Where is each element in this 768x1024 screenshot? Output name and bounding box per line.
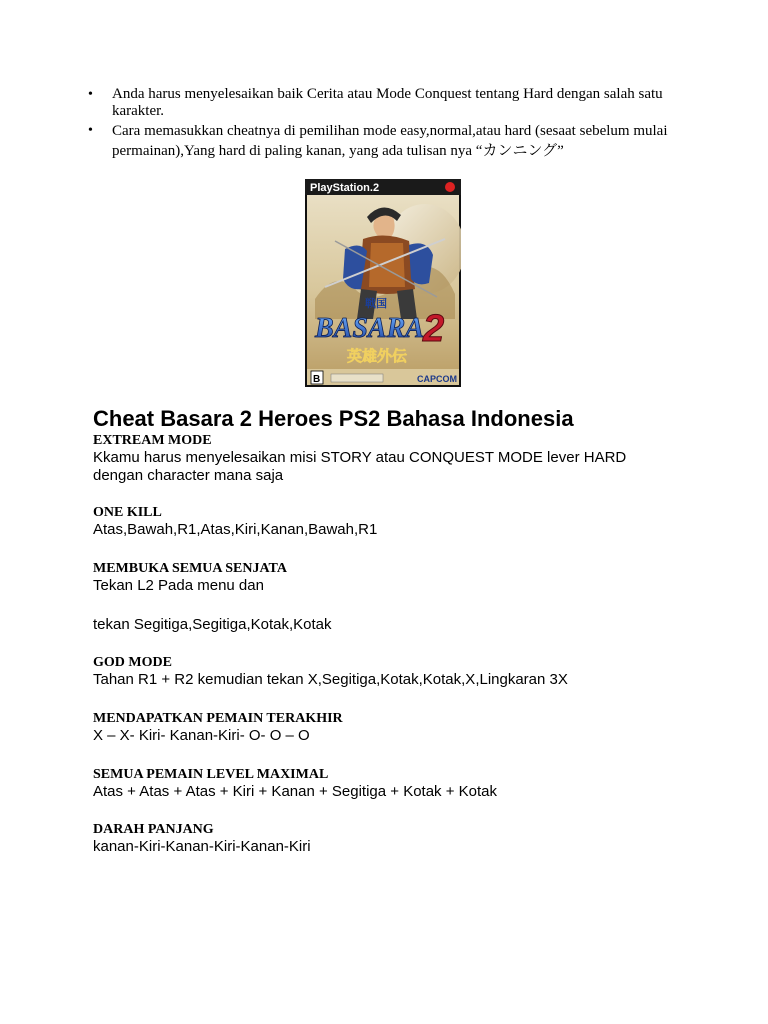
bullet-text: Anda harus menyelesaikan baik Cerita atau Mode Conquest tentang Hard dengan salah satu karakter. xyxy=(112,86,663,119)
bullet-text: Cara memasukkan cheatnya di pemilihan mode easy,normal,atau hard (sesaat sebelum mulai permainan),Yang hard di paling kanan, yang ada tulisan nya “カンニング” xyxy=(112,123,668,159)
section-text: kanan-Kiri-Kanan-Kiri-Kanan-Kiri xyxy=(93,838,311,855)
cheat-section xyxy=(93,655,568,689)
section-text: X – X- Kiri- Kanan-Kiri- O- O – O xyxy=(93,727,310,744)
cover-logo-number: 2 xyxy=(423,308,445,350)
cheat-section xyxy=(93,767,497,801)
section-heading: ONE KILL xyxy=(93,505,162,520)
cheat-section xyxy=(93,561,332,633)
cover-logo-sub: 英雄外伝 xyxy=(347,347,408,365)
section-text: Atas,Bawah,R1,Atas,Kiri,Kanan,Bawah,R1 xyxy=(93,521,378,538)
section-text: Tahan R1 + R2 kemudian tekan X,Segitiga,Kotak,Kotak,X,Lingkaran 3X xyxy=(93,671,568,688)
list-item xyxy=(88,86,668,120)
section-text: tekan Segitiga,Segitiga,Kotak,Kotak xyxy=(93,615,332,633)
cheat-section xyxy=(93,505,377,539)
cover-rating: B xyxy=(313,374,321,385)
cheat-section xyxy=(93,711,343,745)
bullet-icon: • xyxy=(88,123,93,138)
section-heading: EXTREAM MODE xyxy=(93,433,212,448)
bullet-list xyxy=(88,86,668,161)
cheat-section xyxy=(93,433,663,484)
section-heading: GOD MODE xyxy=(93,655,172,670)
section-heading: MENDAPATKAN PEMAIN TERAKHIR xyxy=(93,711,343,726)
section-heading: DARAH PANJANG xyxy=(93,822,214,837)
cover-platform: PlayStation.2 xyxy=(310,182,380,194)
list-item xyxy=(88,121,668,161)
cover-publisher: CAPCOM xyxy=(417,374,457,384)
section-text: Kkamu harus menyelesaikan misi STORY atau CONQUEST MODE lever HARD dengan character mana saja xyxy=(93,449,627,484)
game-cover-image xyxy=(305,179,461,387)
cover-logo-top: 戦国 xyxy=(365,297,387,310)
bullet-icon: • xyxy=(88,87,93,102)
cheat-section xyxy=(93,822,311,856)
section-text: Atas + Atas + Atas + Kiri + Kanan + Segitiga + Kotak + Kotak xyxy=(93,783,498,800)
section-heading: MEMBUKA SEMUA SENJATA xyxy=(93,561,287,576)
cover-logo-main: BASARA xyxy=(315,313,424,344)
section-text: Tekan L2 Pada menu dan xyxy=(93,577,264,594)
ps-logo-icon xyxy=(445,182,455,192)
section-heading: SEMUA PEMAIN LEVEL MAXIMAL xyxy=(93,767,329,782)
page-title: Cheat Basara 2 Heroes PS2 Bahasa Indonesia xyxy=(93,406,574,431)
